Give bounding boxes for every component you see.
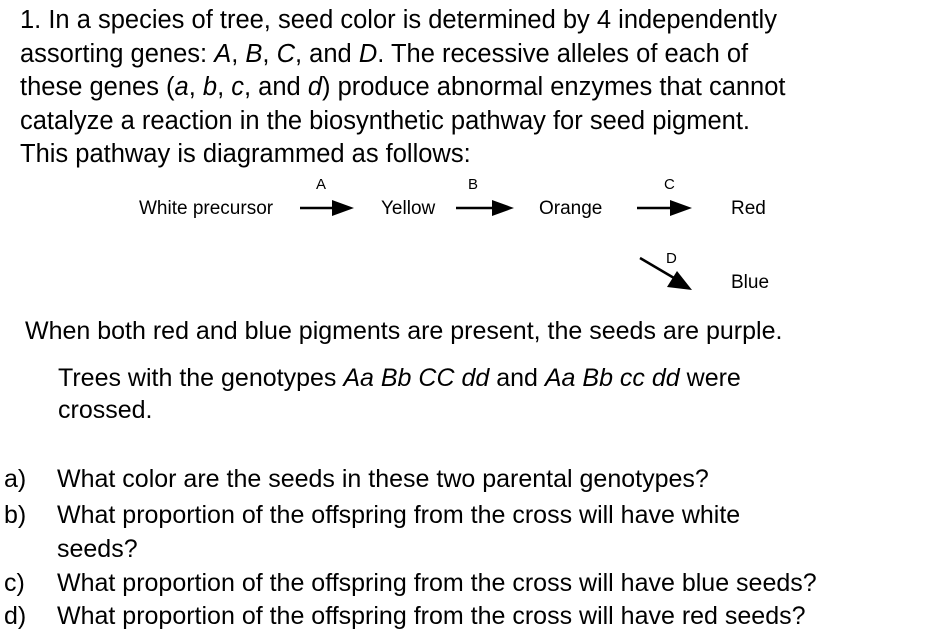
red-label: Red xyxy=(731,198,766,219)
question-text: What proportion of the offspring from the cross will have red seeds? xyxy=(57,602,806,630)
question-text: What color are the seeds in these two parental genotypes? xyxy=(57,465,709,493)
orange-label: Orange xyxy=(539,198,603,219)
intro-line-2: assorting genes: A, B, C, and D. The recessive alleles of each of xyxy=(20,39,749,68)
arrow-d xyxy=(640,258,692,290)
genotype-2: Aa Bb cc dd xyxy=(544,364,680,392)
cross-line-1: Trees with the genotypes Aa Bb CC dd and Aa Bb cc dd were xyxy=(58,364,741,392)
gene-b-label: B xyxy=(468,176,479,193)
gene-c-label: C xyxy=(664,176,675,193)
arrow-a xyxy=(300,200,354,216)
question-text-continued: seeds? xyxy=(57,535,138,563)
arrow-b xyxy=(456,200,514,216)
blue-label: Blue xyxy=(731,272,770,293)
gene-a-label: A xyxy=(316,176,327,193)
genotype-1: Aa Bb CC dd xyxy=(343,364,490,392)
arrow-c xyxy=(637,200,692,216)
intro-line-3: these genes (a, b, c, and d) produce abnormal enzymes that cannot xyxy=(20,73,786,101)
question-text: What proportion of the offspring from the cross will have white xyxy=(57,501,741,529)
question-letter: b) xyxy=(4,501,27,529)
white-precursor-label: White precursor xyxy=(139,198,274,219)
intro-line-4: catalyze a reaction in the biosynthetic pathway for seed pigment. xyxy=(20,106,750,135)
question-letter: c) xyxy=(4,569,25,597)
purple-note: When both red and blue pigments are present, the seeds are purple. xyxy=(25,317,783,345)
yellow-label: Yellow xyxy=(381,198,436,219)
question-text: What proportion of the offspring from the cross will have blue seeds? xyxy=(57,569,817,597)
cross-line-2: crossed. xyxy=(58,396,153,424)
intro-line-1: 1. In a species of tree, seed color is determined by 4 independently xyxy=(20,6,777,34)
gene-d-label: D xyxy=(666,250,677,267)
intro-line-5: This pathway is diagrammed as follows: xyxy=(20,140,471,168)
question-letter: a) xyxy=(4,465,27,493)
question-letter: d) xyxy=(4,602,27,630)
